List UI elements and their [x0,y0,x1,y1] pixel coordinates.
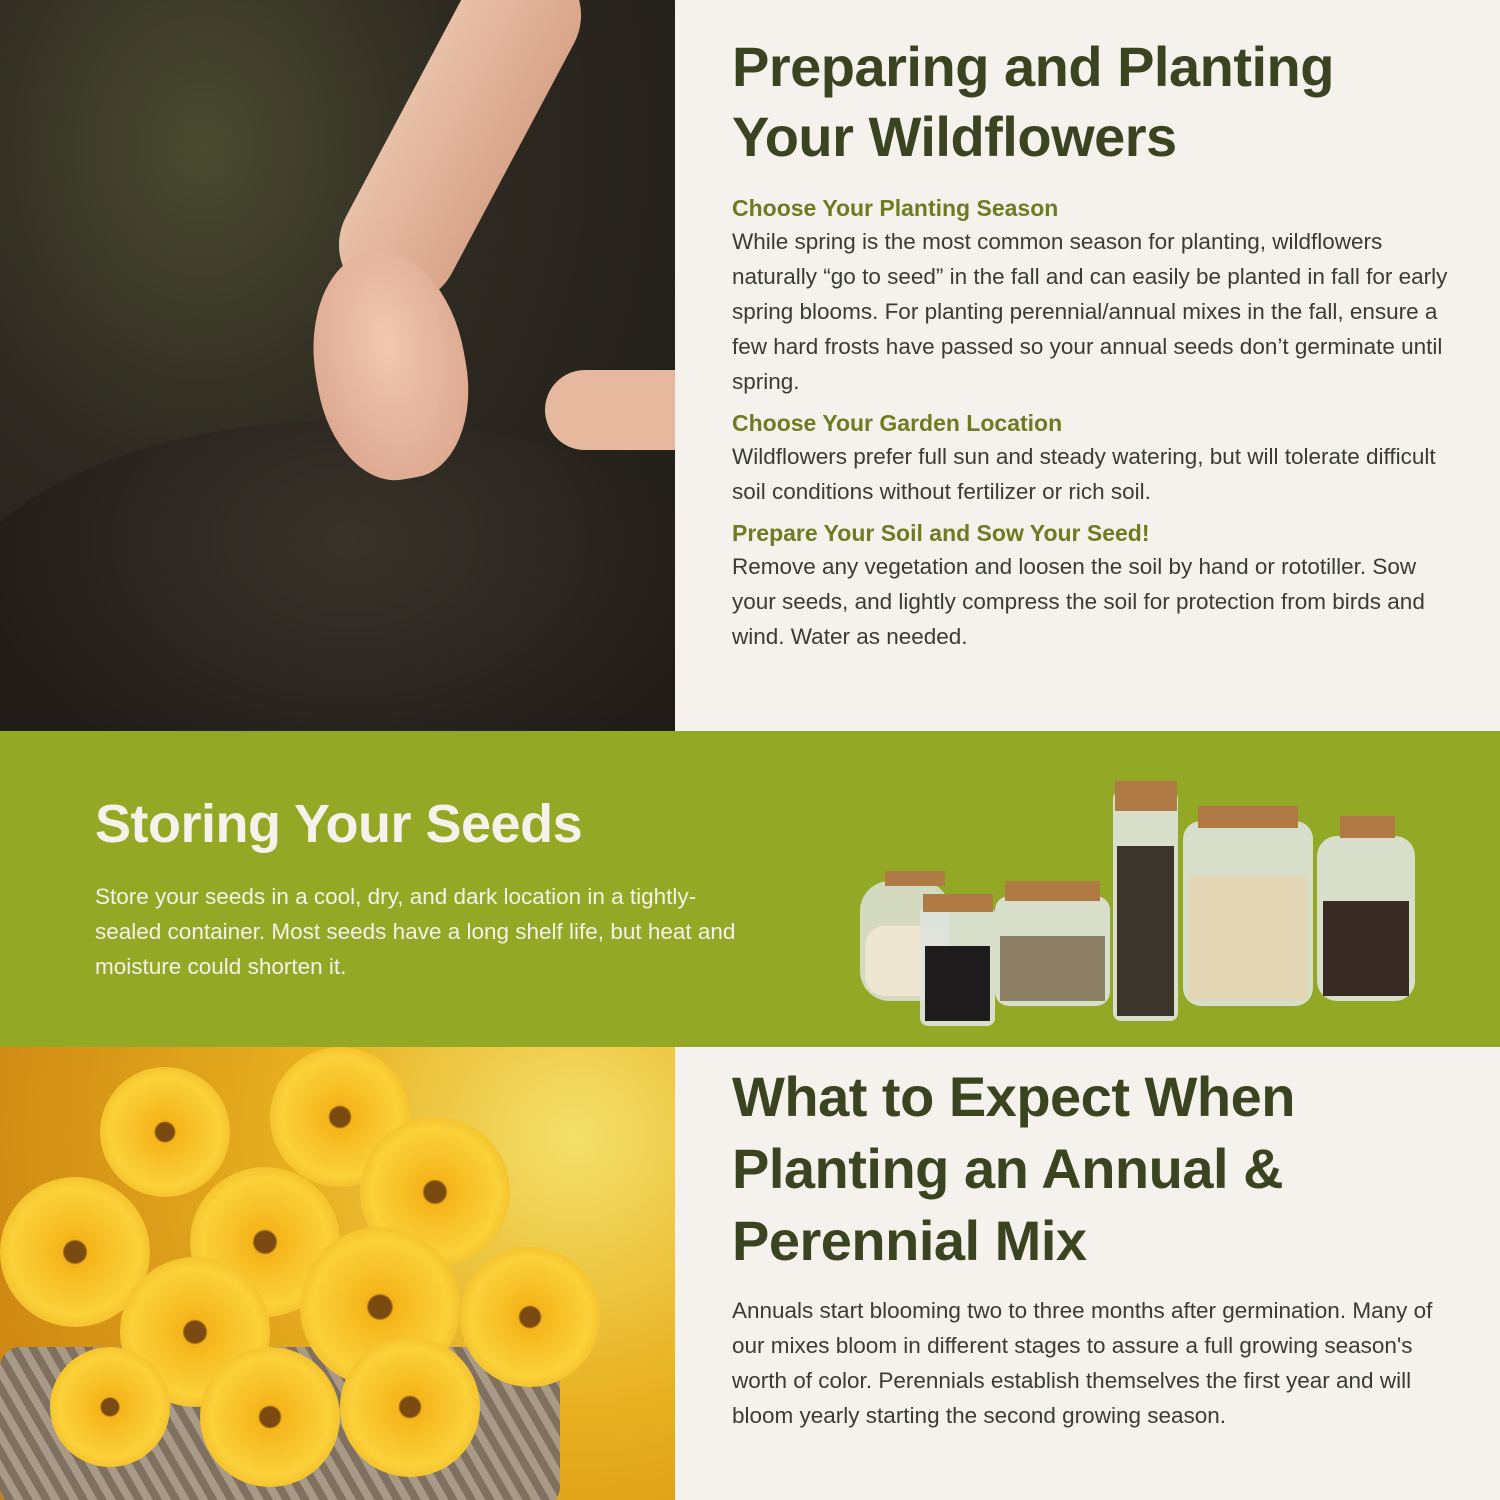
soil-sowing-photo [0,0,675,731]
jar-tall-mix [1113,781,1178,1021]
seed-jars-photo [855,776,1425,1031]
storing-section [0,731,1500,1047]
body-soil: Remove any vegetation and loosen the soil by hand or rototiller. Sow your seeds, and lightly compress the soil for protection from birds and wind. Water as needed. [732,554,1425,649]
jar-black-seeds [920,894,995,1026]
planting-title: Preparing and Planting Your Wildflowers [732,35,1334,168]
expect-body: Annuals start blooming two to three months after germination. Many of our mixes bloom in different stages to assure a full growing season's worth of color. Perennials establish themselves the first year and will bloom yearly starting the second growing season. [732,1298,1433,1428]
expect-text [732,1061,1460,1433]
storing-title: Storing Your Seeds [95,794,583,854]
storing-body: Store your seeds in a cool, dry, and dark location in a tightly-sealed container. Most seeds have a long shelf life, but heat and moisture could shorten it. [95,884,736,979]
planting-section [0,0,1500,731]
jar-pumpkin-seeds [1183,806,1313,1006]
expect-section [0,1047,1500,1500]
body-location: Wildflowers prefer full sun and steady watering, but will tolerate difficult soil conditions without fertilizer or rich soil. [732,444,1436,504]
body-season: While spring is the most common season for planting, wildflowers naturally “go to seed” in the fall and can easily be planted in fall for early spring blooms. For planting perennial/annual mixes in the fall, ensure a few hard frosts have passed so your annual seeds don’t germinate until spring. [732,229,1448,394]
jar-mixed-beans [1317,816,1415,1001]
subheading-soil: Prepare Your Soil and Sow Your Seed! [732,520,1150,546]
jar-grass-seed [995,881,1110,1006]
subheading-location: Choose Your Garden Location [732,410,1063,436]
yellow-zinnias-photo [0,1047,675,1500]
planting-text [732,32,1460,654]
expect-title: What to Expect When Planting an Annual & Perennial Mix [732,1065,1295,1272]
subheading-season: Choose Your Planting Season [732,195,1059,221]
